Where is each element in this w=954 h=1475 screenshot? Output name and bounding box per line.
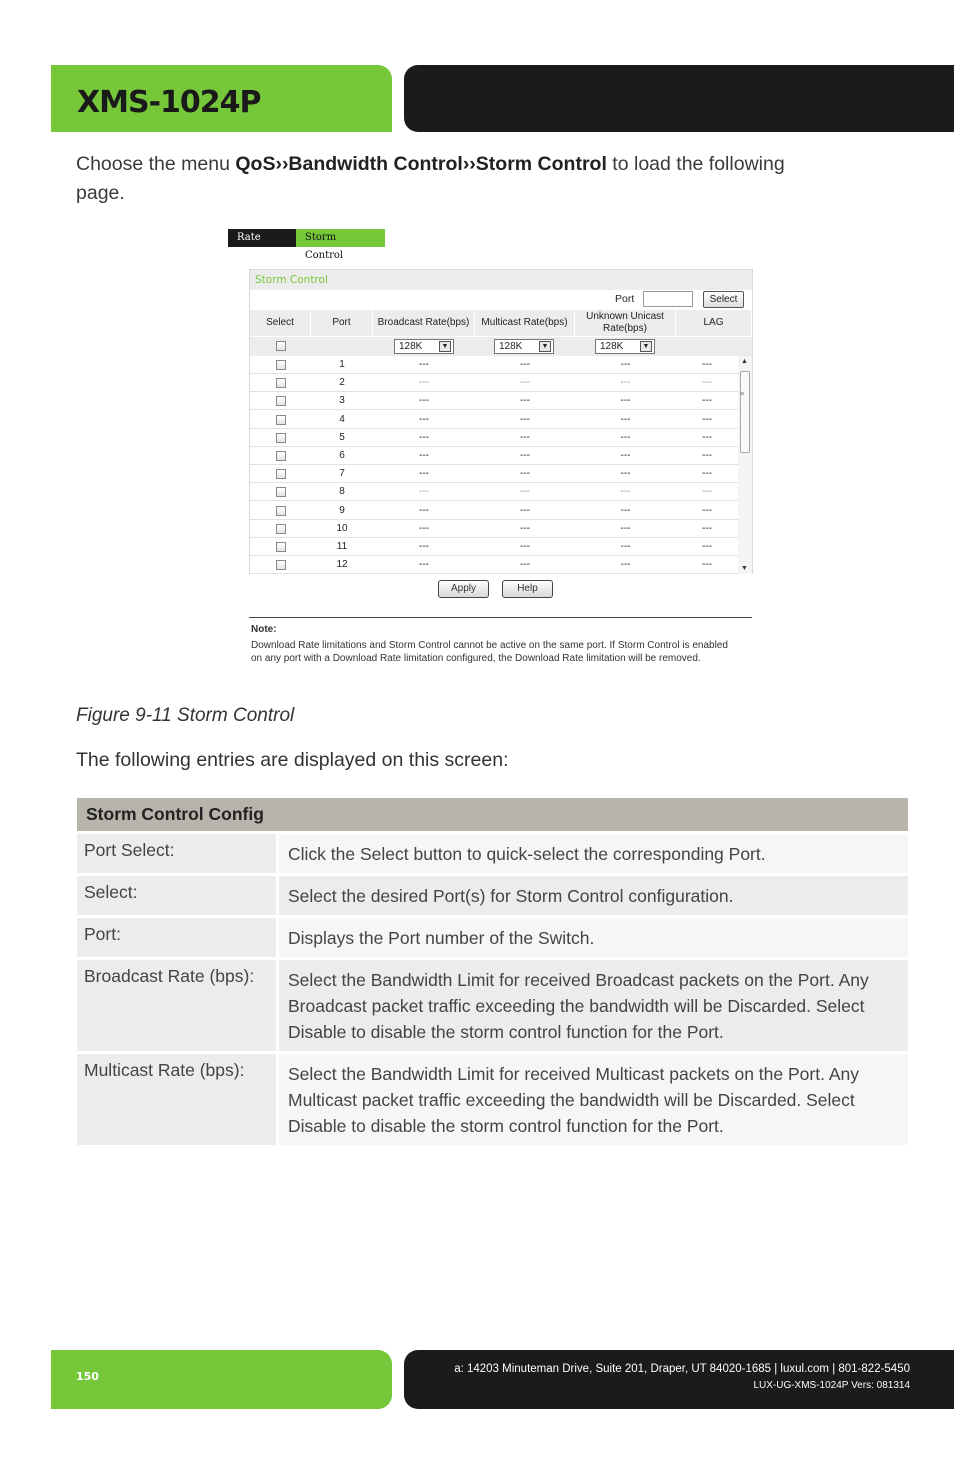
footer-dark-bar <box>404 1350 954 1409</box>
broadcast-rate-value: 128K <box>399 341 423 352</box>
port-cell: 5 <box>339 431 345 443</box>
table-row <box>250 538 738 556</box>
table-row <box>250 374 738 392</box>
lag-cell: --- <box>702 377 712 389</box>
port-checkbox[interactable] <box>276 542 286 552</box>
lag-cell: --- <box>702 559 712 571</box>
lag-cell: --- <box>702 522 712 534</box>
multicast-cell: --- <box>520 359 530 370</box>
port-cell: 3 <box>339 395 345 407</box>
header-dark-bar <box>404 65 954 132</box>
port-cell: 10 <box>336 522 348 534</box>
unicast-rate-select[interactable] <box>595 339 655 354</box>
multicast-rate-select[interactable] <box>494 339 554 354</box>
broadcast-cell: --- <box>419 377 429 389</box>
port-cell: 7 <box>339 468 345 480</box>
intro-prefix: Choose the menu <box>76 153 236 175</box>
unicast-rate-value: 128K <box>600 341 624 352</box>
config-desc: Select the Bandwidth Limit for received Broadcast packets on the Port. Any Broadcast packet traffic exceeding the bandwidth will be Discarded. Select Disable to disable the storm control function for the Port. <box>279 960 908 1051</box>
select-button[interactable]: Select <box>703 291 744 308</box>
lag-cell: --- <box>702 395 712 407</box>
unicast-cell: --- <box>620 504 631 516</box>
broadcast-cell: --- <box>419 559 429 571</box>
unicast-cell: --- <box>620 395 631 407</box>
config-desc: Select the desired Port(s) for Storm Control configuration. <box>279 876 908 915</box>
tab-rate-limit[interactable]: Rate Limit <box>228 229 296 247</box>
broadcast-cell: --- <box>419 431 429 443</box>
multicast-cell: --- <box>520 559 530 571</box>
chevron-down-icon: ▼ <box>439 341 451 352</box>
page-title: XMS-1024P <box>77 85 261 120</box>
col-select: Select <box>250 310 311 336</box>
lag-cell: --- <box>702 431 712 443</box>
chevron-down-icon: ▼ <box>539 341 551 352</box>
chevron-down-icon: ▼ <box>640 341 652 352</box>
unicast-cell: --- <box>620 359 631 370</box>
broadcast-cell: --- <box>419 541 429 552</box>
multicast-cell: --- <box>520 504 530 516</box>
config-row <box>77 918 908 957</box>
panel-title: Storm Control <box>250 270 752 290</box>
config-row <box>77 1054 908 1145</box>
port-cell: 12 <box>336 559 348 571</box>
scroll-down-icon[interactable]: ▼ <box>741 565 748 572</box>
port-cell: 8 <box>339 486 345 498</box>
config-desc: Displays the Port number of the Switch. <box>279 918 908 957</box>
scroll-thumb[interactable] <box>740 371 750 453</box>
note-text: Download Rate limitations and Storm Control cannot be active on the same port. If Storm Control is enabled on any port with a Download Rate limitation configured, the Download Rate limitation will be removed. <box>251 640 728 664</box>
broadcast-cell: --- <box>419 486 429 498</box>
col-lag: LAG <box>676 310 752 336</box>
port-checkbox[interactable] <box>276 560 286 570</box>
unicast-cell: --- <box>620 431 631 443</box>
multicast-cell: --- <box>520 468 530 480</box>
col-broadcast: Broadcast Rate(bps) <box>373 310 475 336</box>
unicast-cell: --- <box>620 559 631 571</box>
footer-address: a: 14203 Minuteman Drive, Suite 201, Draper, UT 84020-1685 | luxul.com | 801-822-5450 <box>454 1363 910 1375</box>
col-unicast: Unknown Unicast Rate(bps) <box>575 310 676 336</box>
config-table <box>77 798 908 1145</box>
table-row <box>250 447 738 465</box>
intro-suffix: to load the following page. <box>76 153 785 204</box>
table-row <box>250 392 738 410</box>
port-cell: 6 <box>339 450 345 461</box>
grip-icon: ≡ <box>740 391 745 398</box>
lag-cell: --- <box>702 486 712 498</box>
figure-caption: Figure 9-11 Storm Control <box>76 705 295 726</box>
select-all-checkbox[interactable] <box>276 341 286 351</box>
lag-cell: --- <box>702 413 712 425</box>
config-label: Multicast Rate (bps): <box>77 1054 276 1145</box>
port-checkbox[interactable] <box>276 487 286 497</box>
port-checkbox[interactable] <box>276 451 286 461</box>
port-cell: 9 <box>339 504 345 516</box>
unicast-cell: --- <box>620 541 631 552</box>
broadcast-cell: --- <box>419 450 429 461</box>
port-checkbox[interactable] <box>276 415 286 425</box>
port-rows <box>250 356 738 574</box>
port-cell: 4 <box>339 413 345 425</box>
port-checkbox[interactable] <box>276 524 286 534</box>
note-title: Note: <box>251 624 277 635</box>
lag-cell: --- <box>702 450 712 461</box>
apply-button[interactable]: Apply <box>438 580 489 598</box>
filter-row <box>250 337 752 356</box>
table-header <box>250 310 752 336</box>
lag-cell: --- <box>702 359 712 370</box>
help-button[interactable]: Help <box>502 580 553 598</box>
multicast-rate-value: 128K <box>499 341 523 352</box>
port-label: Port <box>615 293 635 305</box>
config-row <box>77 876 908 915</box>
header-green-bar <box>51 65 392 132</box>
config-label: Select: <box>77 876 276 915</box>
table-row <box>250 356 738 374</box>
unicast-cell: --- <box>620 450 631 461</box>
config-desc: Select the Bandwidth Limit for received Multicast packets on the Port. Any Multicast packet traffic exceeding the bandwidth will be Discarded. Select Disable to disable the storm control function for the Port. <box>279 1054 908 1145</box>
multicast-cell: --- <box>520 395 530 407</box>
unicast-cell: --- <box>620 522 631 534</box>
multicast-cell: --- <box>520 450 530 461</box>
port-checkbox[interactable] <box>276 396 286 406</box>
port-checkbox[interactable] <box>276 360 286 370</box>
port-input[interactable] <box>643 291 693 307</box>
port-cell: 2 <box>339 377 345 389</box>
port-checkbox[interactable] <box>276 433 286 443</box>
table-row <box>250 483 738 501</box>
page-number: 150 <box>76 1370 99 1383</box>
table-row <box>250 465 738 483</box>
broadcast-cell: --- <box>419 359 429 370</box>
broadcast-cell: --- <box>419 395 429 407</box>
broadcast-cell: --- <box>419 468 429 480</box>
multicast-cell: --- <box>520 431 530 443</box>
tab-storm-control[interactable]: Storm Control <box>296 229 385 247</box>
multicast-cell: --- <box>520 377 530 389</box>
unicast-cell: --- <box>620 486 631 498</box>
port-checkbox[interactable] <box>276 469 286 479</box>
table-row <box>250 429 738 447</box>
multicast-cell: --- <box>520 486 530 498</box>
broadcast-cell: --- <box>419 504 429 516</box>
config-label: Port Select: <box>77 834 276 873</box>
broadcast-cell: --- <box>419 522 429 534</box>
menu-path: QoS››Bandwidth Control››Storm Control <box>235 153 607 175</box>
port-checkbox[interactable] <box>276 378 286 388</box>
lag-cell: --- <box>702 541 712 552</box>
config-row <box>77 834 908 873</box>
config-desc: Click the Select button to quick-select the corresponding Port. <box>279 834 908 873</box>
multicast-cell: --- <box>520 541 530 552</box>
note-divider <box>249 617 752 618</box>
entries-paragraph: The following entries are displayed on this screen: <box>76 749 509 771</box>
table-row <box>250 502 738 520</box>
port-cell: 1 <box>339 359 345 370</box>
col-port: Port <box>311 310 373 336</box>
lag-cell: --- <box>702 468 712 480</box>
footer-doc-id: LUX-UG-XMS-1024P Vers: 081314 <box>753 1380 910 1391</box>
table-scrollbar[interactable] <box>738 356 752 574</box>
unicast-cell: --- <box>620 468 631 480</box>
config-label: Port: <box>77 918 276 957</box>
port-cell: 11 <box>336 541 348 552</box>
unicast-cell: --- <box>620 413 631 425</box>
col-multicast: Multicast Rate(bps) <box>475 310 575 336</box>
config-label: Broadcast Rate (bps): <box>77 960 276 1051</box>
footer-green-bar <box>51 1350 392 1409</box>
tab-bar <box>228 229 385 261</box>
port-checkbox[interactable] <box>276 506 286 516</box>
intro-paragraph <box>76 150 836 208</box>
table-row <box>250 411 738 429</box>
scroll-up-icon[interactable]: ▲ <box>741 358 748 365</box>
multicast-cell: --- <box>520 413 530 425</box>
table-row <box>250 556 738 574</box>
broadcast-rate-select[interactable] <box>394 339 454 354</box>
unicast-cell: --- <box>620 377 631 389</box>
table-row <box>250 520 738 538</box>
multicast-cell: --- <box>520 522 530 534</box>
storm-control-panel <box>249 269 753 574</box>
config-table-heading: Storm Control Config <box>77 798 908 831</box>
config-row <box>77 960 908 1051</box>
lag-cell: --- <box>702 504 712 516</box>
broadcast-cell: --- <box>419 413 429 425</box>
